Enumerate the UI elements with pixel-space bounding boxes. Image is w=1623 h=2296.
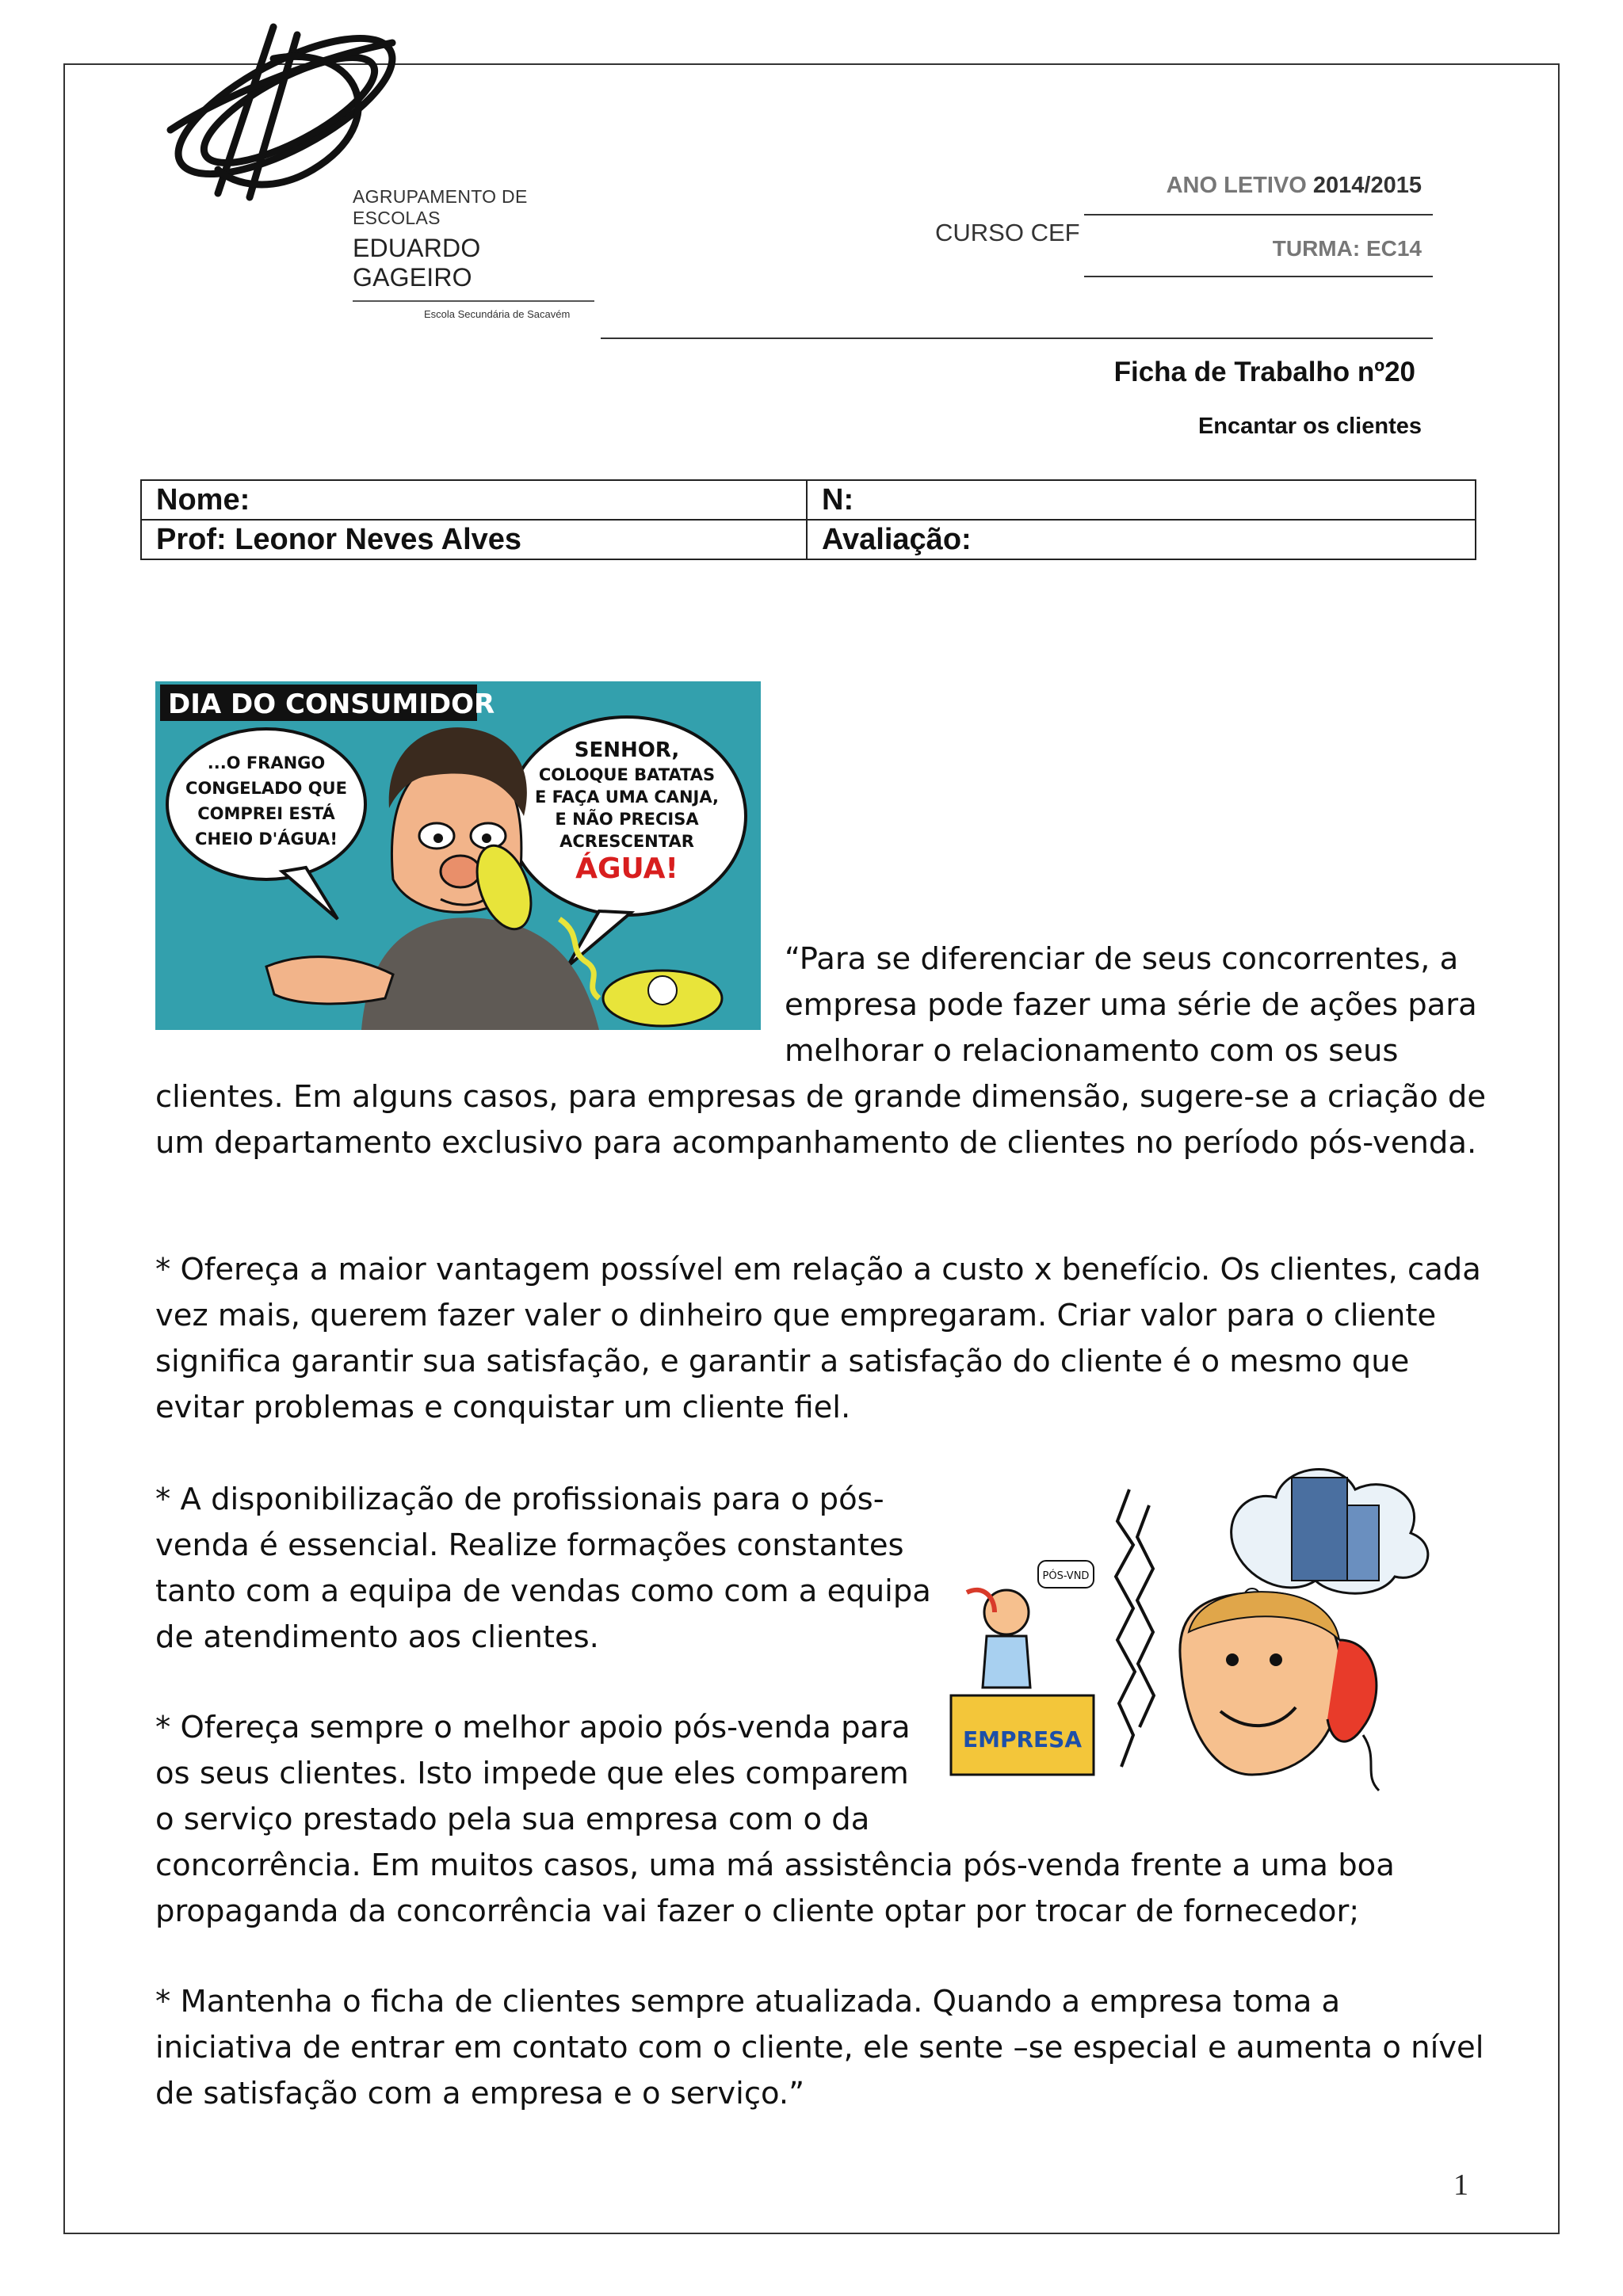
cartoon-right-text-2: COLOQUE BATATAS — [538, 765, 716, 784]
school-divider — [353, 300, 594, 302]
consumer-day-cartoon — [155, 681, 761, 1030]
worksheet-title: Ficha de Trabalho nº20 — [1113, 357, 1415, 387]
info-row — [141, 480, 1476, 520]
school-logo-icon — [155, 11, 416, 201]
text-line: de atendimento aos clientes. — [155, 1619, 599, 1655]
text-line: tanto com a equipa de vendas como com a equipa — [155, 1573, 931, 1609]
text-line: * A disponibilização de profissionais para o pós- — [155, 1482, 884, 1517]
cartoon-left-text-1: ...O FRANGO — [207, 753, 326, 772]
text-line: de satisfação com a empresa e o serviço.” — [155, 2076, 805, 2111]
cartoon-left-text-3: COMPREI ESTÁ — [197, 804, 335, 823]
text-line: o serviço prestado pela sua empresa com o da — [155, 1802, 870, 1837]
info-row — [141, 520, 1476, 559]
text-line: vez mais, querem fazer valer o dinheiro que empregaram. Criar valor para o cliente — [155, 1298, 1437, 1333]
text-line: empresa pode fazer uma série de ações para — [785, 987, 1477, 1023]
paragraph-value — [155, 1247, 1481, 1431]
header-rule-2 — [1084, 276, 1433, 277]
course-label: CURSO CEF — [935, 219, 1080, 246]
class-label: TURMA: EC14 — [1272, 236, 1422, 261]
school-name-block — [353, 186, 598, 320]
paragraph-intro-full — [155, 1074, 1486, 1166]
name-field[interactable]: Nome: — [141, 480, 807, 520]
text-line: clientes. Em alguns casos, para empresas de grande dimensão, sugere-se a criação de — [155, 1079, 1487, 1115]
text-line: * Ofereça sempre o melhor apoio pós-venda para — [155, 1710, 911, 1745]
small-bubble-text: PÓS-VND — [1042, 1570, 1090, 1582]
text-line: propaganda da concorrência vai fazer o cliente optar por trocar de fornecedor; — [155, 1894, 1360, 1929]
teacher-field: Prof: Leonor Neves Alves — [141, 520, 807, 559]
text-line: um departamento exclusivo para acompanhamento de clientes no período pós-venda. — [155, 1125, 1477, 1161]
text-line: melhorar o relacionamento com os seus — [785, 1033, 1399, 1069]
school-year — [1167, 173, 1422, 199]
text-line: * Mantenha o ficha de clientes sempre atualizada. Quando a empresa toma a — [155, 1984, 1341, 2019]
header-rule-1 — [1084, 214, 1433, 215]
text-line: * Ofereça a maior vantagem possível em relação a custo x benefício. Os clientes, cada — [155, 1252, 1481, 1287]
text-line: venda é essencial. Realize formações constantes — [155, 1527, 904, 1563]
school-line-2: EDUARDO GAGEIRO — [353, 234, 481, 292]
cartoon-right-text-5: ACRESCENTAR — [559, 832, 694, 851]
paragraph-training — [155, 1477, 931, 1661]
cartoon-right-text-1: SENHOR, — [574, 738, 680, 762]
text-line: iniciativa de entrar em contato com o cliente, ele sente –se especial e aumenta o nível — [155, 2030, 1484, 2065]
phone-call-cartoon — [935, 1458, 1474, 1806]
school-year-value: 2014/2015 — [1312, 173, 1422, 198]
text-line: significa garantir sua satisfação, e garantir a satisfação do cliente é o mesmo que — [155, 1344, 1410, 1379]
grade-field[interactable]: Avaliação: — [807, 520, 1476, 559]
school-line-1: AGRUPAMENTO DE ESCOLAS — [353, 186, 528, 228]
text-line: “Para se diferenciar de seus concorrentes, a — [785, 941, 1459, 977]
cartoon-right-text-6: ÁGUA! — [575, 852, 678, 885]
desk-label: EMPRESA — [962, 1726, 1083, 1753]
paragraph-records — [155, 1979, 1484, 2117]
cartoon-right-text-4: E NÃO PRECISA — [555, 810, 699, 829]
cartoon-left-text-2: CONGELADO QUE — [185, 779, 347, 798]
cartoon-right-text-3: E FAÇA UMA CANJA, — [534, 788, 720, 807]
cartoon-banner: DIA DO CONSUMIDOR — [168, 688, 495, 720]
header-rule-3 — [601, 338, 1433, 339]
page-number: 1 — [1453, 2168, 1468, 2202]
worksheet-subtitle: Encantar os clientes — [1197, 414, 1422, 439]
cartoon-left-text-4: CHEIO D'ÁGUA! — [195, 830, 338, 849]
number-field[interactable]: N: — [807, 480, 1476, 520]
paragraph-intro-right — [785, 936, 1477, 1074]
text-line: evitar problemas e conquistar um cliente fiel. — [155, 1390, 851, 1425]
student-info-table — [140, 479, 1476, 560]
text-line: os seus clientes. Isto impede que eles comparem — [155, 1756, 909, 1791]
text-line: concorrência. Em muitos casos, uma má assistência pós-venda frente a uma boa — [155, 1848, 1395, 1883]
school-year-label: ANO LETIVO — [1166, 173, 1307, 198]
school-line-3: Escola Secundária de Sacavém — [424, 308, 571, 320]
